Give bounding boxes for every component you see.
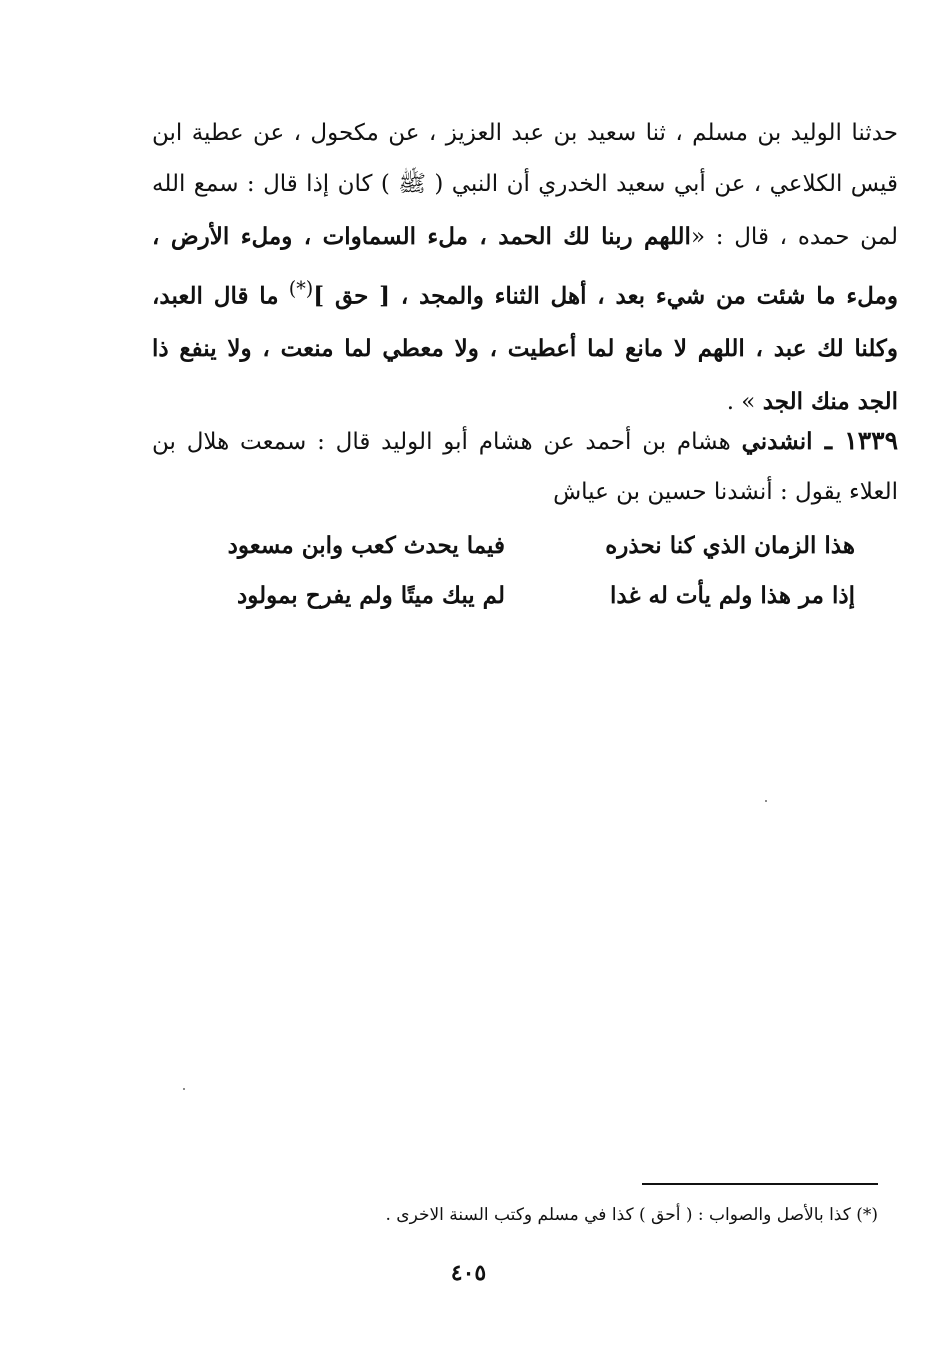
verse-second-hemistich: فيما يحدث كعب وابن مسعود — [227, 532, 505, 559]
footnote-marker: (*) — [288, 277, 314, 301]
hadith-matn: اللهم ربنا لك الحمد ، ملء السماوات ، وملء الأرض ، وملء ما شئت من شيء بعد ، أهل الثناء والمجد ، [ حق ] — [152, 222, 898, 310]
verse-second-hemistich: لم يبك ميتًا ولم يفرح بمولود — [237, 582, 505, 609]
hadith-matn-continued: ما قال العبد، وكلنا لك عبد ، اللهم لا مانع لما أعطيت ، ولا معطي لما منعت ، ولا ينفع ذا الجد منك الجد — [152, 282, 898, 415]
poem-verse — [200, 532, 855, 582]
poem-verse — [200, 582, 855, 632]
footnote-divider — [642, 1183, 878, 1185]
entry-lead-word: انشدني — [741, 428, 813, 455]
hadith-isnad: حدثنا الوليد بن مسلم ، ثنا سعيد بن عبد العزيز ، عن مكحول ، عن عطية ابن قيس الكلاعي ، عن أبي سعيد الخدري أن النبي ( ﷺ ) كان إذا قال : سمع الله لمن حمده ، قال : « — [152, 120, 898, 250]
entry-paragraph — [152, 416, 898, 517]
hadith-end: » . — [726, 388, 756, 415]
verse-first-hemistich: هذا الزمان الذي كنا نحذره — [605, 532, 855, 559]
scan-speck — [183, 1088, 185, 1090]
scan-speck — [765, 800, 767, 802]
entry-number: ١٣٣٩ — [844, 426, 898, 455]
page-number: ٤٠٥ — [450, 1260, 487, 1286]
verse-first-hemistich: إذا مر هذا ولم يأت له غدا — [610, 582, 855, 609]
entry-dash: ـ — [812, 426, 845, 455]
hadith-paragraph — [152, 108, 898, 428]
footnote: (*) كذا بالأصل والصواب : ( أحق ) كذا في مسلم وكتب السنة الاخرى . — [385, 1205, 878, 1225]
entry-text: هشام بن أحمد عن هشام أبو الوليد قال : سمعت هلال بن العلاء يقول : أنشدنا حسين بن عياش — [152, 429, 898, 505]
